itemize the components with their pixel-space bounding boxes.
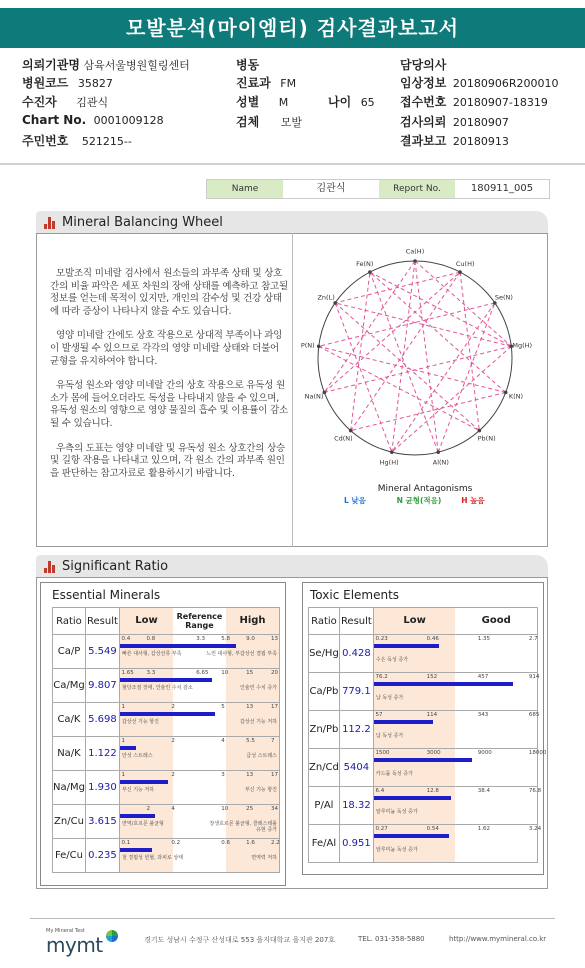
- name-label: Name: [207, 180, 283, 198]
- ratio-bar-cell: [119, 839, 279, 873]
- wheel-circle: [318, 261, 512, 455]
- essential-title: Essential Minerals: [52, 588, 161, 602]
- specimen-value: 모발: [280, 116, 302, 129]
- ratio-row: [309, 787, 538, 825]
- ratio-row: [53, 805, 280, 839]
- col-low: Low: [374, 608, 456, 634]
- ratio-bar: [374, 682, 513, 686]
- ratio-result: 112.2: [339, 711, 373, 749]
- scale-tick: 4: [221, 738, 225, 744]
- scale-tick: 0.46: [426, 636, 439, 642]
- label: 수진자: [22, 95, 57, 109]
- note-high: 장생호르몬 불균형, 콜레스테롤 유현 증가: [209, 821, 277, 833]
- col-result: Result: [339, 608, 373, 635]
- clinical-value: 20180906R200010: [452, 77, 559, 90]
- rrn-value: 521215--: [81, 135, 132, 148]
- ratio-name: Ca/K: [53, 703, 86, 737]
- ratio-name: Zn/Cu: [53, 805, 86, 839]
- node-label: Cu(H): [455, 259, 475, 268]
- brand-logo: mymt: [46, 933, 103, 957]
- label: 검체: [236, 115, 260, 129]
- node-dot: [478, 429, 482, 433]
- scale-tick: 1500: [375, 750, 390, 756]
- scale-tick: 0.1: [121, 840, 131, 846]
- ratio-name: Na/K: [53, 737, 86, 771]
- scale-tick: 76.2: [375, 674, 388, 680]
- ratio-bar: [374, 834, 449, 838]
- note: 알루미늄 독성 증가: [375, 809, 418, 815]
- note-low: 갑상선 기능 항진: [121, 719, 159, 725]
- request-value: 20180907: [452, 116, 509, 129]
- antagonism-line: [335, 272, 460, 303]
- ratio-bar: [374, 758, 472, 762]
- node-label: Se(N): [494, 293, 513, 302]
- ratio-bar-cell: [373, 825, 542, 863]
- ratio-name: Zn/Cd: [309, 749, 340, 787]
- scale-tick: 3: [221, 772, 225, 778]
- antagonism-line: [319, 303, 495, 346]
- ratio-row: [53, 635, 280, 669]
- report-no-value: 180911_005: [455, 180, 549, 198]
- report-no-label: Report No.: [379, 180, 455, 198]
- node-label: Pb(N): [477, 434, 496, 443]
- hospital-code-value: 35827: [77, 77, 113, 90]
- antagonism-line: [324, 346, 511, 392]
- scale-tick: 114: [426, 712, 438, 718]
- ratio-bar: [120, 780, 168, 784]
- scale-tick: 13: [246, 704, 254, 710]
- wheel-heading: [36, 211, 548, 235]
- scale-tick: 0.27: [375, 826, 388, 832]
- note-high: 면역력 저하: [251, 855, 277, 861]
- ratio-bar: [374, 720, 433, 724]
- scale-tick: 2: [146, 806, 150, 812]
- dept-value: FM: [280, 77, 297, 90]
- node-dot: [458, 270, 462, 274]
- col-good: Good: [481, 615, 511, 626]
- ratio-name: Ca/P: [53, 635, 86, 669]
- scale-tick: 12.8: [426, 788, 439, 794]
- ratio-bar: [120, 644, 236, 648]
- label: 진료과: [236, 76, 271, 90]
- scale-tick: 152: [426, 674, 438, 680]
- ratio-bar-cell: [119, 737, 279, 771]
- scale-tick: 3000: [426, 750, 441, 756]
- name-strip: [206, 179, 550, 199]
- note-low: 면역/호르몬 불균형: [121, 821, 164, 827]
- node-label: Hg(H): [379, 458, 399, 467]
- legend-l: L 낮음: [344, 496, 366, 505]
- scale-tick: 343: [477, 712, 489, 718]
- scale-tick: 0.4: [121, 636, 131, 642]
- col-result: Result: [85, 608, 119, 635]
- note-high: 인슐린 수치 증가: [240, 685, 277, 691]
- col-ratio: Ratio: [53, 608, 86, 635]
- col-low: Low: [120, 608, 173, 634]
- note: 납 독성 증가: [375, 733, 404, 739]
- scale-tick: 0.8: [146, 636, 156, 642]
- note: 수은 독성 증가: [375, 657, 409, 663]
- ratio-bar: [120, 814, 155, 818]
- node-dot: [413, 259, 417, 263]
- wheel-description: [50, 268, 290, 492]
- legend-n: N 균형(적음): [396, 496, 442, 505]
- legend-h: H 높음: [461, 496, 485, 505]
- scale-tick: 20: [271, 670, 279, 676]
- ratio-result: 3.615: [85, 805, 119, 839]
- ratio-row: [309, 711, 538, 749]
- scale-tick: 685: [528, 712, 540, 718]
- node-label: Fe(N): [356, 259, 374, 268]
- ratio-name: P/Al: [309, 787, 340, 825]
- scale-tick: 2: [171, 738, 175, 744]
- separator: [0, 163, 585, 165]
- scale-tick: 0.2: [171, 840, 181, 846]
- scale-tick: 0.54: [426, 826, 439, 832]
- scale-tick: 13: [246, 772, 254, 778]
- scale-tick: 18000: [528, 750, 547, 756]
- ratio-heading-text: Significant Ratio: [62, 559, 169, 574]
- antagonism-line: [438, 303, 495, 452]
- ratio-name: Fe/Al: [309, 825, 340, 863]
- receipt-value: 20180907-18319: [452, 96, 548, 109]
- sex-value: M: [278, 96, 289, 109]
- col-ref: Reference Range: [176, 612, 223, 630]
- scale-tick: 5.8: [221, 636, 230, 642]
- ratio-result: 5.698: [85, 703, 119, 737]
- note-high: 부신 기능 항진: [244, 787, 277, 793]
- name-value: 김관식: [283, 180, 379, 198]
- scale-tick: 7: [271, 738, 275, 744]
- scale-tick: 1: [121, 704, 126, 710]
- age-value: 65: [360, 96, 375, 109]
- mineral-antagonism-wheel: [293, 238, 547, 546]
- ratio-row: [309, 635, 538, 673]
- ratio-bar-cell: [373, 749, 547, 787]
- ratio-row: [53, 771, 280, 805]
- label: 성별: [236, 95, 260, 109]
- essential-table: [52, 607, 280, 873]
- note: 카드뮴 독성 증가: [375, 771, 413, 777]
- ratio-row: [309, 825, 538, 863]
- note-high: 갑상선 기능 저하: [240, 719, 277, 725]
- ratio-result: 5404: [339, 749, 373, 787]
- ratio-result: 0.951: [339, 825, 373, 863]
- node-label: P(N): [300, 341, 315, 350]
- scale-tick: 1: [121, 738, 126, 744]
- label: Chart No.: [22, 113, 87, 127]
- ratio-result: 0.235: [85, 839, 119, 873]
- scale-tick: 3.24: [528, 826, 542, 832]
- scale-tick: 17: [271, 772, 279, 778]
- note-low: 부신 기능 저하: [121, 787, 155, 793]
- col-range: [119, 608, 279, 635]
- node-dot: [349, 429, 353, 433]
- scale-tick: 1.65: [121, 670, 134, 676]
- ratio-bar: [120, 746, 136, 750]
- logo-circle-icon: [106, 930, 118, 942]
- col-high: High: [226, 608, 279, 634]
- ratio-result: 779.1: [339, 673, 373, 711]
- ratio-name: Se/Hg: [309, 635, 340, 673]
- node-dot: [368, 270, 372, 274]
- bar-chart-icon: [44, 561, 58, 573]
- scale-tick: 13: [271, 636, 279, 642]
- ratio-name: Ca/Mg: [53, 669, 86, 703]
- toxic-title: Toxic Elements: [310, 588, 400, 602]
- antagonism-line: [324, 272, 460, 392]
- scale-tick: 57: [375, 712, 383, 718]
- scale-tick: 0.23: [375, 636, 388, 642]
- ratio-row: [53, 737, 280, 771]
- label: 접수번호: [400, 95, 447, 109]
- scale-tick: 10: [221, 806, 229, 812]
- antagonism-line: [370, 272, 506, 392]
- antagonism-line: [415, 261, 438, 452]
- scale-tick: 2.7: [528, 636, 538, 642]
- col-range: [373, 608, 537, 635]
- scale-tick: 34: [271, 806, 279, 812]
- ratio-bar-cell: [119, 805, 279, 839]
- scale-tick: 5.5: [246, 738, 255, 744]
- ratio-row: [53, 839, 280, 873]
- brand-small: My Mineral Test: [46, 928, 85, 934]
- scale-tick: 10: [221, 670, 229, 676]
- scale-tick: 4: [171, 806, 175, 812]
- scale-tick: 38.4: [477, 788, 490, 794]
- ratio-heading: [36, 555, 548, 579]
- scale-tick: 17: [271, 704, 279, 710]
- scale-tick: 1.6: [246, 840, 255, 846]
- scale-tick: 1.62: [477, 826, 490, 832]
- ratio-bar: [374, 644, 439, 648]
- ratio-bar-cell: [119, 771, 279, 805]
- ratio-result: 1.122: [85, 737, 119, 771]
- footer-divider: [30, 918, 555, 919]
- ratio-bar-cell: [119, 669, 279, 703]
- label: 의뢰기관명: [22, 58, 80, 72]
- node-dot: [436, 450, 440, 454]
- node-label: Mg(H): [512, 341, 533, 350]
- note-high: 느린 대사형, 부갑상선 결핍 부족: [206, 651, 277, 657]
- ratio-result: 9.807: [85, 669, 119, 703]
- label: 임상정보: [400, 76, 447, 90]
- ratio-result: 0.428: [339, 635, 373, 673]
- scale-tick: 3.3: [146, 670, 156, 676]
- ratio-result: 1.930: [85, 771, 119, 805]
- label: 담당의사: [400, 58, 447, 72]
- antagonism-line: [319, 346, 506, 392]
- label: 주민번호: [22, 134, 69, 148]
- institution-value: 삼육서울병원힐링센터: [83, 59, 190, 72]
- node-label: Zn(L): [317, 293, 335, 302]
- ratio-bar-cell: [373, 635, 537, 673]
- antagonism-line: [370, 272, 438, 452]
- ratio-row: [309, 673, 538, 711]
- node-label: Ca(H): [405, 247, 425, 256]
- paragraph: 우측의 도표는 영양 미네랄 및 유독성 원소 상호간의 상승 및 길항 작용을 나타내고 있으며, 각 원소 간의 과부족 원인을 판단하는 참고자료로 활용하시기 바랍니다.: [50, 442, 286, 479]
- scale-tick: 6.65: [196, 670, 209, 676]
- scale-tick: 1: [121, 772, 126, 778]
- node-label: K(N): [508, 392, 524, 401]
- ratio-name: Zn/Pb: [309, 711, 340, 749]
- patient-value: 김관식: [76, 96, 109, 109]
- node-dot: [390, 450, 394, 454]
- ratio-bar-cell: [373, 711, 540, 749]
- node-dot: [504, 391, 508, 395]
- scale-tick: 2.2: [271, 840, 280, 846]
- scale-tick: 9000: [477, 750, 492, 756]
- ratio-bar-cell: [373, 787, 542, 825]
- ratio-bar: [120, 712, 215, 716]
- node-dot: [317, 345, 321, 349]
- report-value: 20180913: [452, 135, 509, 148]
- scale-tick: 1.35: [477, 636, 490, 642]
- footer-tel: TEL. 031-358-5880: [358, 935, 425, 943]
- scale-tick: 5: [221, 704, 225, 710]
- scale-tick: 0.6: [221, 840, 230, 846]
- scale-tick: 25: [246, 806, 254, 812]
- scale-tick: 457: [477, 674, 489, 680]
- wheel-caption: Mineral Antagonisms: [377, 484, 473, 494]
- paragraph: 모발조직 미네랄 검사에서 원소들의 과부족 상태 및 상호간의 비율 파악은 세포 차원의 장애 상태를 예측하고 참고될 정보를 얻는데 목적이 있지만, 개인의 감수성 및 건강 상태에 따라 증상이 나타나지 않을 수도 있습니다.: [50, 268, 289, 317]
- label: 나이: [328, 95, 352, 109]
- wheel-heading-text: Mineral Balancing Wheel: [62, 215, 223, 230]
- scale-tick: 9.0: [246, 636, 255, 642]
- footer-url[interactable]: http://www.mymineral.co.kr: [449, 935, 547, 943]
- node-label: Cd(N): [334, 434, 353, 443]
- scale-tick: 2: [171, 772, 175, 778]
- node-label: Al(N): [432, 458, 449, 467]
- label: 병원코드: [22, 76, 69, 90]
- scale-tick: 6.4: [375, 788, 385, 794]
- note: 납 독성 증가: [375, 695, 404, 701]
- label: 검사의뢰: [400, 115, 447, 129]
- ratio-bar: [374, 796, 451, 800]
- footer-address: 경기도 성남시 수정구 산성대로 553 을지대학교 을지관 207호: [144, 936, 336, 944]
- report-title: 모발분석(마이엠티) 검사결과보고서: [0, 8, 585, 48]
- ratio-bar: [120, 848, 152, 852]
- note-low: 철 결핍성 빈혈, 과피로 상태: [121, 855, 184, 861]
- ratio-row: [309, 749, 538, 787]
- ratio-bar-cell: [373, 673, 540, 711]
- ratio-result: 18.32: [339, 787, 373, 825]
- scale-tick: 15: [246, 670, 254, 676]
- ratio-row: [53, 703, 280, 737]
- note-low: 빠른 대사형, 갑상선류 부족: [121, 651, 182, 657]
- note: 알루미늄 독성 증가: [375, 847, 418, 853]
- label: 결과보고: [400, 134, 447, 148]
- ratio-row: [53, 669, 280, 703]
- ratio-bar-cell: [119, 635, 279, 669]
- col-ratio: Ratio: [309, 608, 340, 635]
- scale-tick: 2: [171, 704, 175, 710]
- label: 병동: [236, 58, 260, 72]
- ratio-name: Ca/Pb: [309, 673, 340, 711]
- scale-tick: 76.8: [528, 788, 542, 794]
- paragraph: 유독성 원소와 영양 미네랄 간의 상호 작용으로 유독성 원소가 몸에 들어오더라도 독성을 나타내지 않을 수 있으며, 유독성 원소의 영향으로 영양 물질의 흡수 및 이용률이 감소될 수 있습니다.: [50, 380, 289, 429]
- bar-chart-icon: [44, 217, 58, 229]
- node-label: Na(N): [304, 392, 324, 401]
- note-low: 만성 스트레스: [121, 753, 153, 759]
- scale-tick: 3.3: [196, 636, 206, 642]
- ratio-name: Na/Mg: [53, 771, 86, 805]
- chart-value: 0001009128: [93, 114, 164, 127]
- note-low: 혈당조절 장애, 인슐린 수치 감소: [121, 685, 193, 691]
- note-high: 급성 스트레스: [246, 753, 277, 759]
- scale-tick: 914: [528, 674, 540, 680]
- ratio-bar-cell: [119, 703, 279, 737]
- toxic-table: [308, 607, 547, 863]
- ratio-result: 5.549: [85, 635, 119, 669]
- paragraph: 영양 미네랄 간에도 상호 작용으로 상대적 부족이나 과잉이 발생될 수 있으므로 각각의 영양 미네랄 상태와 더불어 균형을 유지하여야 합니다.: [50, 330, 283, 367]
- ratio-name: Fe/Cu: [53, 839, 86, 873]
- ratio-bar: [120, 678, 212, 682]
